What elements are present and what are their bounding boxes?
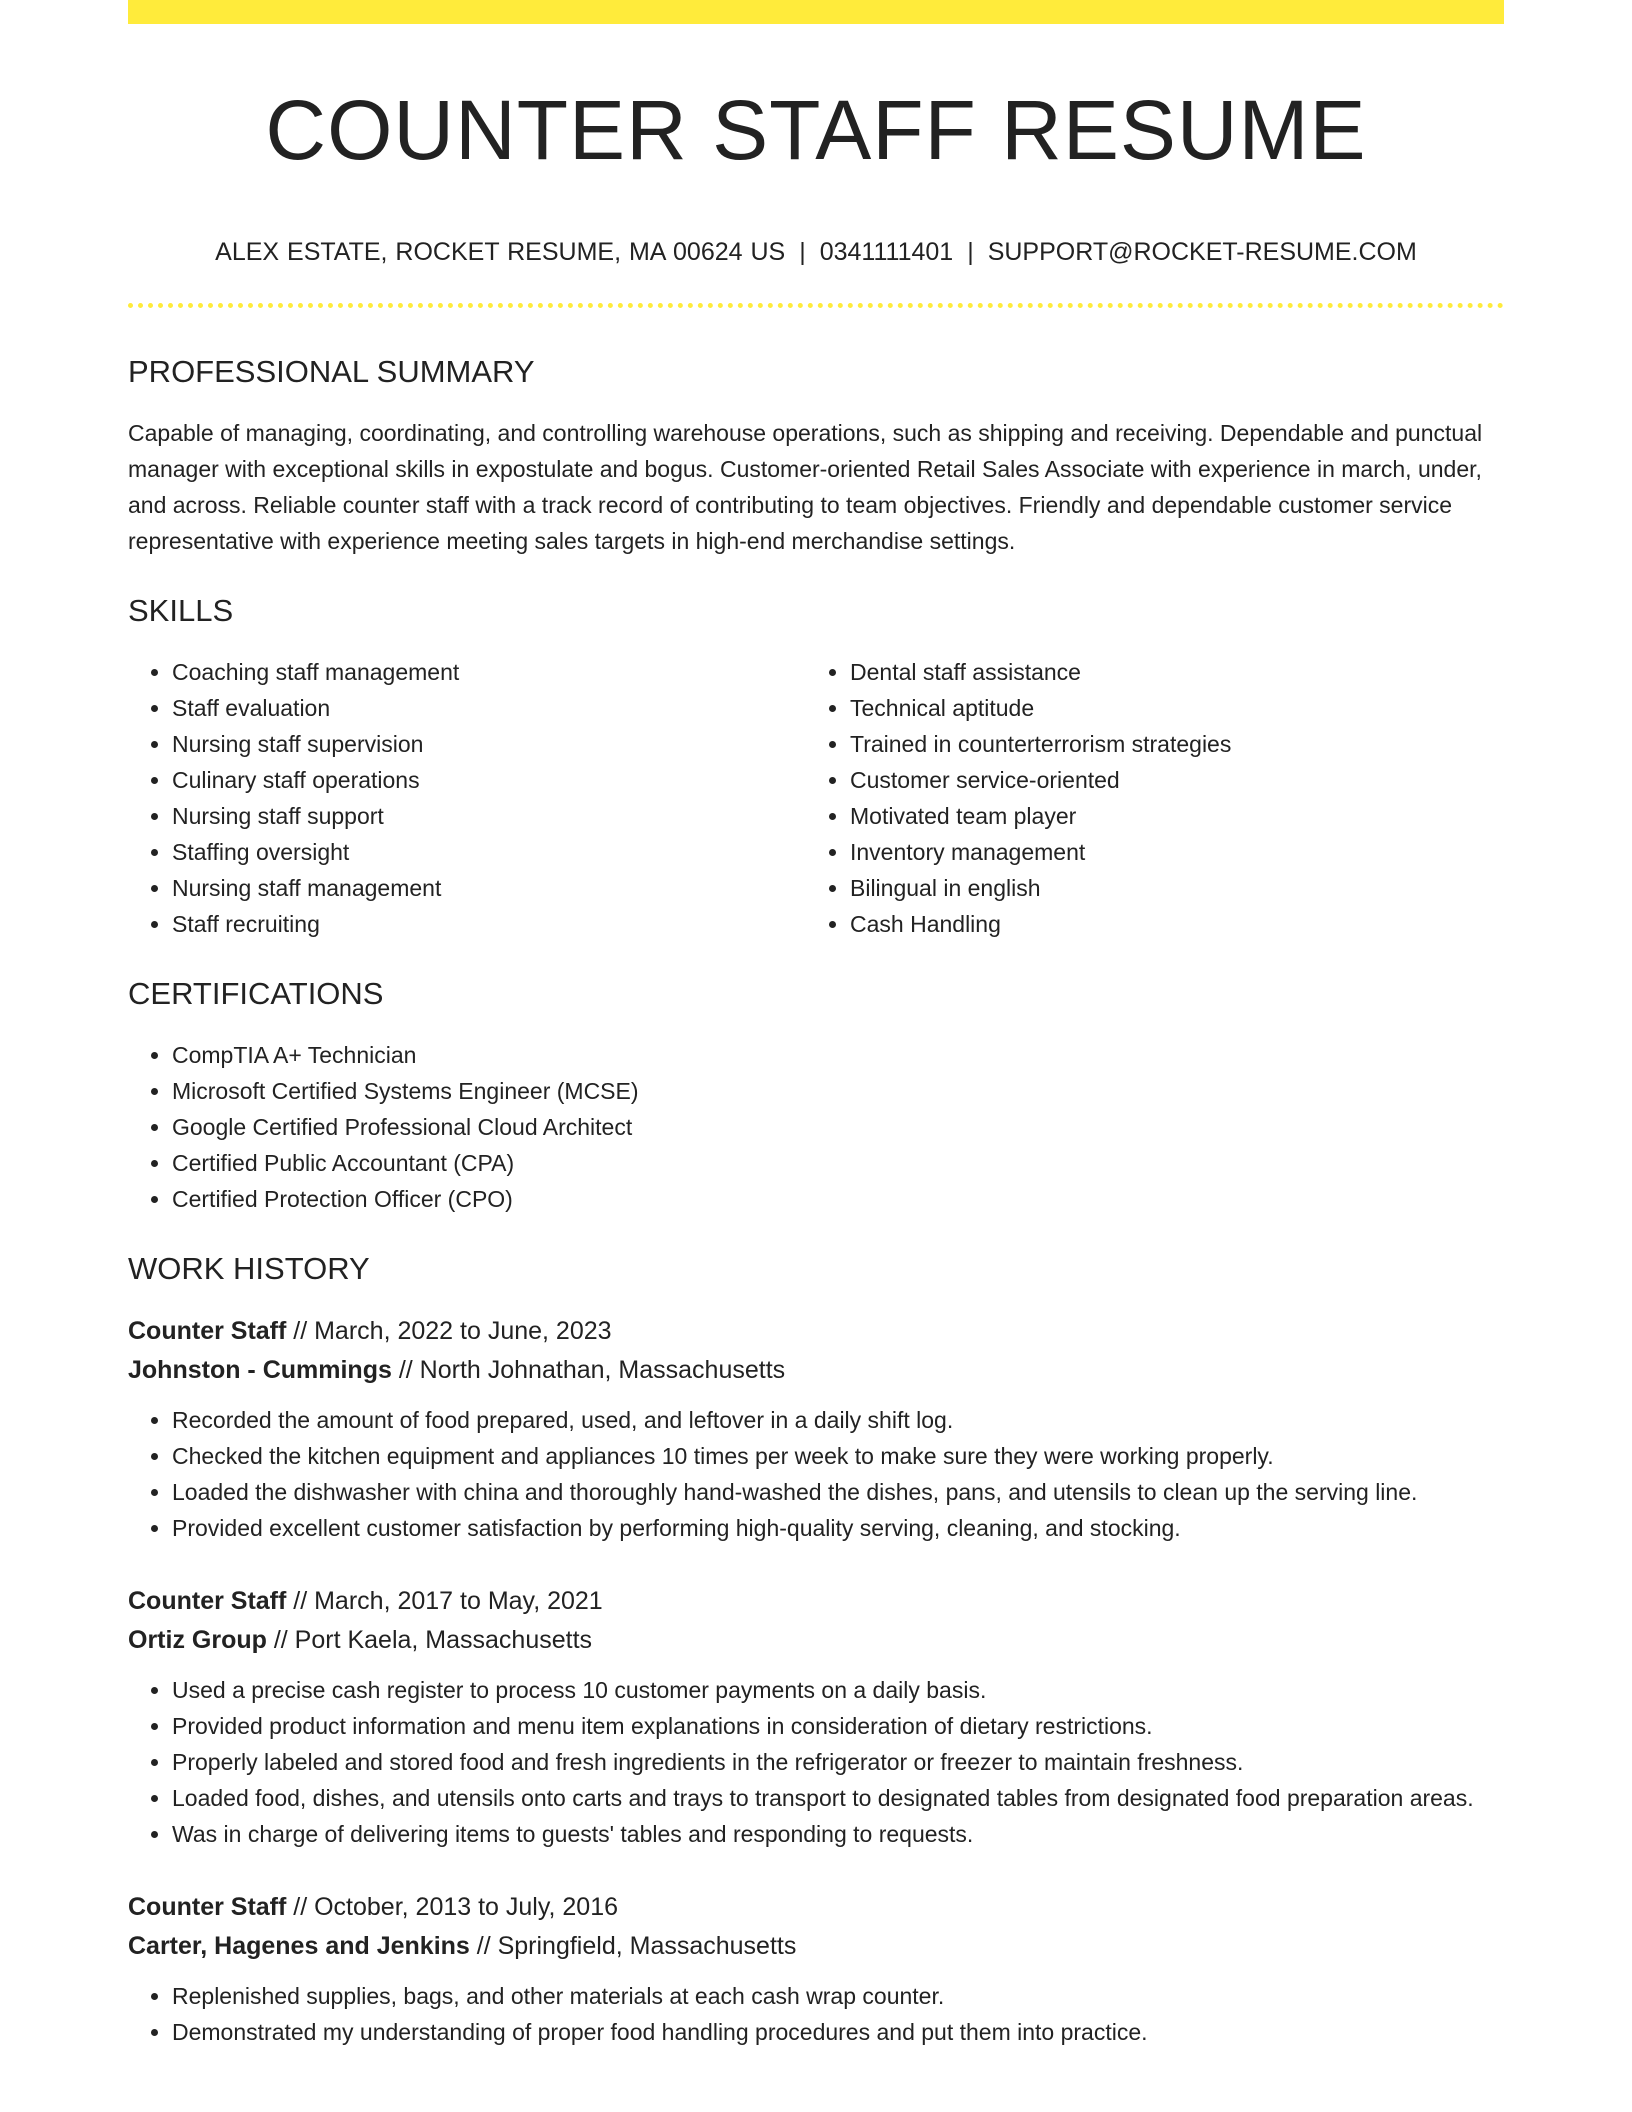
- job-location: // Port Kaela, Massachusetts: [266, 1626, 593, 1654]
- certifications-list: [128, 1037, 1504, 1217]
- skills-column-right: [806, 654, 1484, 942]
- job-dates: // October, 2013 to July, 2016: [286, 1893, 619, 1921]
- work-history-heading: WORK HISTORY: [128, 1251, 370, 1286]
- skill-item: • Customer service-oriented: [850, 762, 1484, 798]
- job-title-line: [128, 1888, 1504, 1927]
- contact-separator: |: [967, 238, 974, 266]
- skill-item: • Coaching staff management: [172, 654, 806, 690]
- certification-item: • Certified Public Accountant (CPA): [172, 1145, 1504, 1181]
- skill-item: • Technical aptitude: [850, 690, 1484, 726]
- skills-list-left: [128, 654, 806, 942]
- skill-item: • Inventory management: [850, 834, 1484, 870]
- skills-list-right: [806, 654, 1484, 942]
- skills-column-left: [128, 654, 806, 942]
- job-bullet: • Replenished supplies, bags, and other materials at each cash wrap counter.: [172, 1978, 1504, 2014]
- skills-heading: SKILLS: [128, 593, 234, 628]
- skill-item: • Nursing staff management: [172, 870, 806, 906]
- skill-item: • Dental staff assistance: [850, 654, 1484, 690]
- contact-address: ALEX ESTATE, ROCKET RESUME, MA 00624 US: [215, 238, 786, 266]
- skills-section: [128, 595, 1504, 942]
- job-bullet: • Was in charge of delivering items to guests' tables and responding to requests.: [172, 1816, 1504, 1852]
- skill-item: • Cash Handling: [850, 906, 1484, 942]
- contact-line: [128, 240, 1504, 265]
- job-company-line: [128, 1351, 1504, 1390]
- skill-item: • Motivated team player: [850, 798, 1484, 834]
- job-title-line: [128, 1582, 1504, 1621]
- summary-text: Capable of managing, coordinating, and controlling warehouse operations, such as shipping and receiving. Dependable and punctual manager with exceptional skills in expostulate and bogus. Customer-oriented Retail Sales Associate with experience in march, under, and across. Reliable counter staff with a track record of contributing to team objectives. Friendly and dependable customer service representative with experience meeting sales targets in high-end merchandise settings.: [128, 420, 1483, 554]
- certifications-heading: CERTIFICATIONS: [128, 976, 384, 1011]
- summary-heading: PROFESSIONAL SUMMARY: [128, 354, 535, 389]
- contact-separator: |: [799, 238, 806, 266]
- skill-item: • Staffing oversight: [172, 834, 806, 870]
- job-bullet: • Checked the kitchen equipment and appliances 10 times per week to make sure they were working properly.: [172, 1438, 1504, 1474]
- summary-section: [128, 356, 1504, 559]
- job-title: Counter Staff: [128, 1317, 287, 1345]
- job-title: Counter Staff: [128, 1893, 287, 1921]
- certification-item: • Microsoft Certified Systems Engineer (MCSE): [172, 1073, 1504, 1109]
- skill-item: • Culinary staff operations: [172, 762, 806, 798]
- resume-title: COUNTER STAFF RESUME: [265, 83, 1367, 177]
- dotted-divider: [128, 303, 1504, 308]
- job-entry: [128, 1888, 1504, 2050]
- job-dates: // March, 2022 to June, 2023: [286, 1317, 612, 1345]
- job-bullets: [128, 1978, 1504, 2050]
- job-bullet: • Loaded food, dishes, and utensils onto carts and trays to transport to designated tables from designated food preparation areas.: [172, 1780, 1504, 1816]
- job-location: // Springfield, Massachusetts: [469, 1932, 797, 1960]
- skill-item: • Staff evaluation: [172, 690, 806, 726]
- job-bullet: • Demonstrated my understanding of proper food handling procedures and put them into practice.: [172, 2014, 1504, 2050]
- contact-phone: 0341111401: [819, 238, 954, 266]
- job-bullet: • Used a precise cash register to process 10 customer payments on a daily basis.: [172, 1672, 1504, 1708]
- job-company-line: [128, 1927, 1504, 1966]
- work-history-section: [128, 1253, 1504, 2050]
- skill-item: • Trained in counterterrorism strategies: [850, 726, 1484, 762]
- job-company-line: [128, 1621, 1504, 1660]
- job-company: Carter, Hagenes and Jenkins: [128, 1932, 470, 1960]
- job-bullet: • Recorded the amount of food prepared, used, and leftover in a daily shift log.: [172, 1402, 1504, 1438]
- job-location: // North Johnathan, Massachusetts: [391, 1356, 786, 1384]
- resume-content: [128, 0, 1504, 2050]
- job-dates: // March, 2017 to May, 2021: [286, 1587, 603, 1615]
- contact-email: SUPPORT@ROCKET-RESUME.COM: [987, 238, 1417, 266]
- job-company: Ortiz Group: [128, 1626, 267, 1654]
- job-company: Johnston - Cummings: [128, 1356, 392, 1384]
- job-bullet: • Properly labeled and stored food and fresh ingredients in the refrigerator or freezer to maintain freshness.: [172, 1744, 1504, 1780]
- job-entry: [128, 1582, 1504, 1852]
- job-title: Counter Staff: [128, 1587, 287, 1615]
- job-bullet: • Provided product information and menu item explanations in consideration of dietary restrictions.: [172, 1708, 1504, 1744]
- certification-item: • Certified Protection Officer (CPO): [172, 1181, 1504, 1217]
- certification-item: • CompTIA A+ Technician: [172, 1037, 1504, 1073]
- accent-bar: [128, 0, 1504, 24]
- skill-item: • Staff recruiting: [172, 906, 806, 942]
- job-bullets: [128, 1672, 1504, 1852]
- job-entry: [128, 1312, 1504, 1546]
- certifications-section: [128, 978, 1504, 1217]
- skill-item: • Nursing staff supervision: [172, 726, 806, 762]
- job-bullet: • Provided excellent customer satisfaction by performing high-quality serving, cleaning, and stocking.: [172, 1510, 1504, 1546]
- skills-grid: [128, 654, 1504, 942]
- certification-item: • Google Certified Professional Cloud Architect: [172, 1109, 1504, 1145]
- job-bullets: [128, 1402, 1504, 1546]
- skill-item: • Bilingual in english: [850, 870, 1484, 906]
- job-title-line: [128, 1312, 1504, 1351]
- job-bullet: • Loaded the dishwasher with china and thoroughly hand-washed the dishes, pans, and utensils to clean up the serving line.: [172, 1474, 1504, 1510]
- skill-item: • Nursing staff support: [172, 798, 806, 834]
